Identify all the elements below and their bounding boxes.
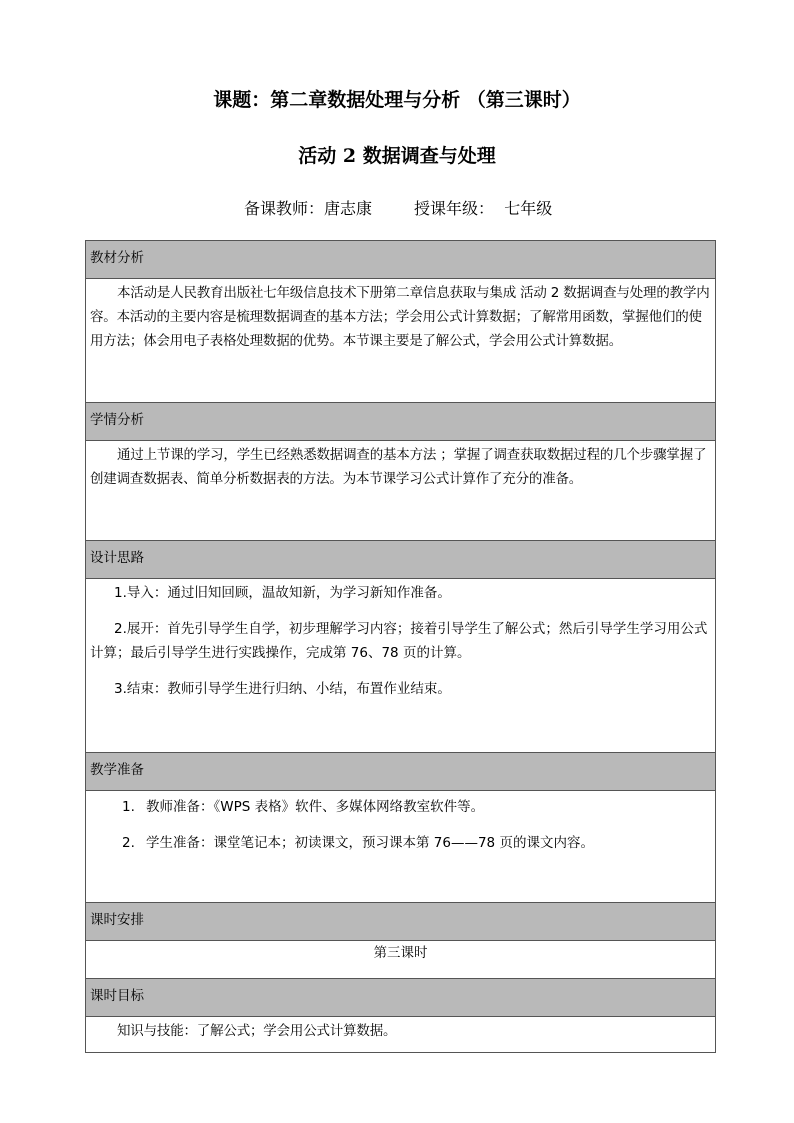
prep-item-text: 教师准备：《WPS 表格》软件、多媒体网络教室软件等。 xyxy=(146,799,485,815)
section-heading-material: 教材分析 xyxy=(86,241,716,279)
goals-text: 知识与技能：了解公式；学会用公式计算数据。 xyxy=(117,1023,397,1039)
prep-item-number: 2. xyxy=(122,835,135,851)
section-body-prep xyxy=(86,791,716,903)
design-item: 3.结束：教师引导学生进行归纳、小结，布置作业结束。 xyxy=(114,681,451,697)
schedule-value: 第三课时 xyxy=(86,941,716,979)
students-text: 通过上节课的学习，学生已经熟悉数据调查的基本方法 ；掌握了调查获取数据过程的几个步骤掌握了创建调查数据表、简单分析数据表的方法。为本节课学习公式计算作了充分的准备。 xyxy=(90,447,707,487)
section-body-goals xyxy=(86,1017,716,1053)
prep-item xyxy=(86,795,715,819)
grade-label: 授课年级： 七年级 xyxy=(414,199,553,218)
section-heading-prep: 教学准备 xyxy=(86,753,716,791)
teacher-label: 备课教师：唐志康 xyxy=(244,199,373,218)
design-item: 2.展开：首先引导学生自学，初步理解学习内容；接着引导学生了解公式；然后引导学生学习用公式计算；最后引导学生进行实践操作，完成第 76、78 页的计算。 xyxy=(90,621,708,661)
prep-item xyxy=(86,831,715,855)
design-item: 1.导入：通过旧知回顾，温故知新，为学习新知作准备。 xyxy=(114,585,451,601)
section-heading-schedule: 课时安排 xyxy=(86,903,716,941)
section-body-material xyxy=(86,279,716,403)
lesson-plan-table xyxy=(85,240,716,1053)
section-body-students xyxy=(86,441,716,541)
section-heading-design: 设计思路 xyxy=(86,541,716,579)
material-text: 本活动是人民教育出版社七年级信息技术下册第二章信息获取与集成 活动 2 数据调查与处理的教学内容。本活动的主要内容是梳理数据调查的基本方法；学会用公式计算数据；了解常用函数，掌握他们的使用方法；体会用电子表格处理数据的优势。本节课主要是了解公式，学会用公式计算数据。 xyxy=(90,285,710,349)
section-heading-students: 学情分析 xyxy=(86,403,716,441)
section-body-design xyxy=(86,579,716,753)
lesson-title: 课题：第二章数据处理与分析 （第三课时） xyxy=(213,89,581,111)
prep-item-number: 1. xyxy=(122,799,135,815)
activity-subtitle: 活动 2 数据调查与处理 xyxy=(298,145,496,167)
prep-item-text: 学生准备：课堂笔记本；初读课文，预习课本第 76——78 页的课文内容。 xyxy=(146,835,594,851)
lesson-meta xyxy=(244,196,594,219)
section-heading-goals: 课时目标 xyxy=(86,979,716,1017)
